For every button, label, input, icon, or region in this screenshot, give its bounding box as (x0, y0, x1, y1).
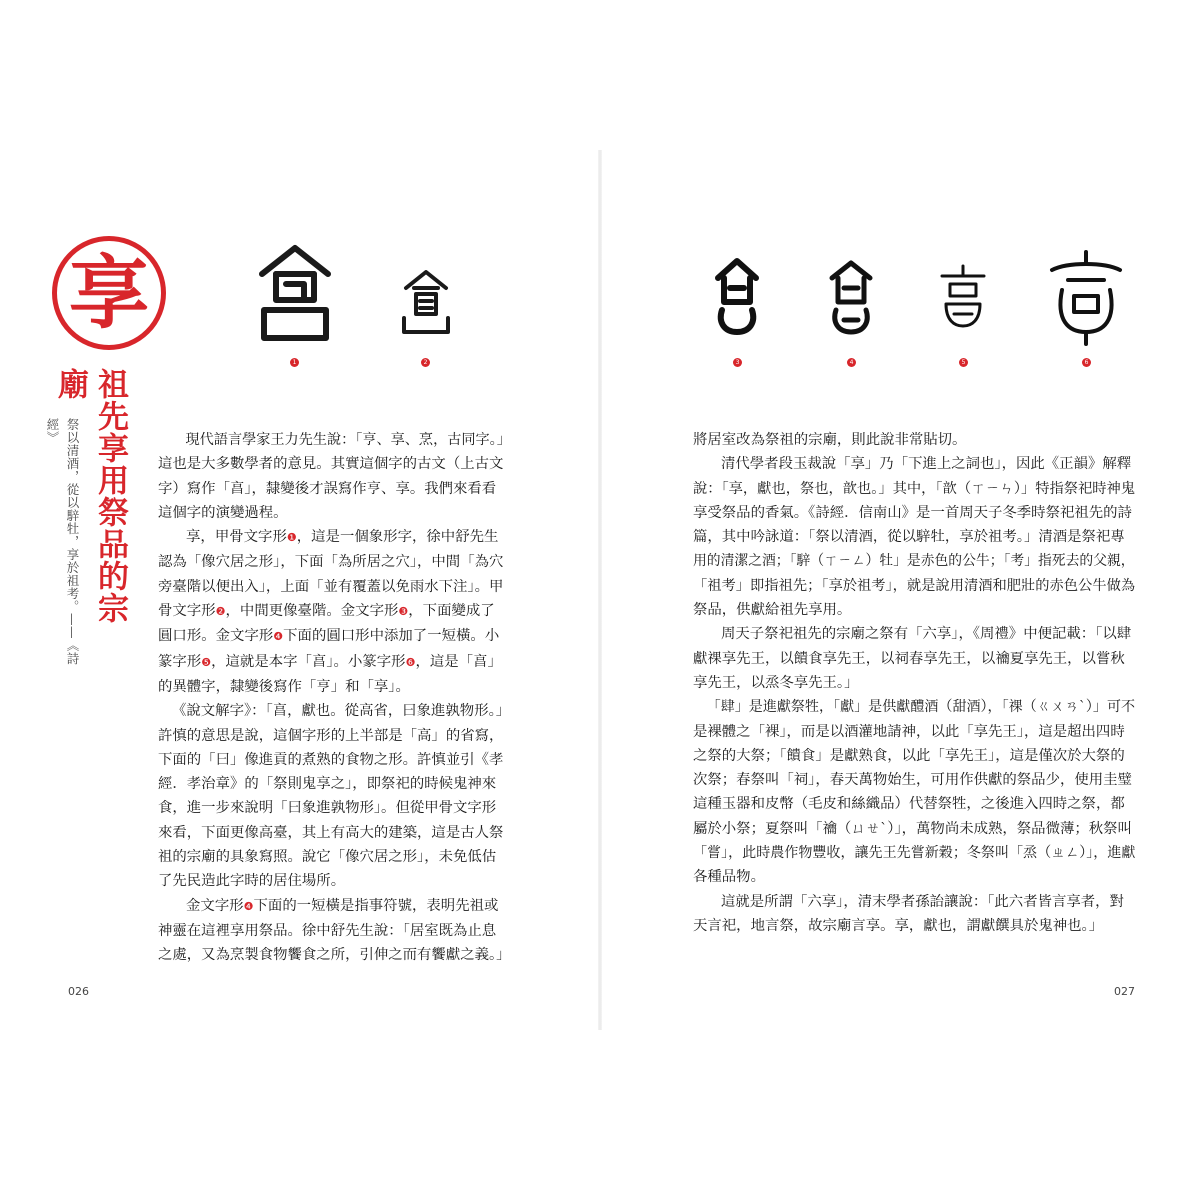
glyph-reference-marker: ❹ (243, 899, 254, 913)
text-line: 這就是所謂「六享」，清末學者孫詒讓說：「此六者皆言享者，對 (721, 893, 1124, 910)
right-page-number: 027 (1114, 985, 1135, 998)
text-line: 「肆」是進獻祭牲，「獻」是供獻醴酒（甜酒），「祼（ㄍㄨㄢˋ）」可不 (706, 699, 1136, 716)
glyph-reference-marker: ❹ (273, 630, 284, 644)
text-line: 圓口形。金文字形❹下面的圓口形中添加了一短橫。小 (158, 628, 500, 645)
glyph-reference-marker: ❷ (215, 605, 226, 619)
seal-script-glyph-6 (1048, 250, 1124, 346)
text-line: 現代語言學家王力先生說：「亨、享、烹，古同字。」 (185, 432, 511, 448)
text-line: 下面的「曰」像進貢的煮熟的食物之形。許慎並引《孝 (158, 751, 504, 768)
oracle-bone-glyph-1 (258, 244, 332, 340)
glyph-marker-4: 4 (847, 358, 856, 367)
text-line: 天言祀，地言祭，故宗廟言享。享，獻也，謂獻饌具於鬼神也。」 (693, 917, 1104, 934)
text-line: 用的清潔之酒；「騂（ㄒㄧㄥ）牡」是赤色的公牛；「考」指死去的父親， (693, 553, 1135, 570)
text-line: 各種品物。 (693, 869, 765, 886)
glyph-reference-marker: ❶ (286, 531, 297, 545)
seal-script-glyph-5 (938, 264, 988, 328)
glyph-marker-6: 6 (1082, 358, 1091, 367)
glyph-reference-marker: ❺ (201, 655, 212, 669)
text-line: 骨文字形❷，中間更像臺階。金文字形❸，下面變成了 (158, 603, 495, 620)
text-line: 認為「像穴居之形」，下面「為所居之穴」，中間「為穴 (158, 554, 504, 571)
text-line: 神靈在這裡享用祭品。徐中舒先生說：「居室既為止息 (158, 922, 497, 939)
text-line: 之祭的大祭；「饋食」是獻熟食，以此「享先王」，這是僅次於大祭的 (693, 747, 1125, 764)
text-line: 篇，其中吟詠道：「祭以清酒，從以騂牡，享於祖考。」清酒是祭祀專 (693, 529, 1125, 546)
right-page-body (693, 428, 1135, 938)
glyph-marker-5: 5 (959, 358, 968, 367)
text-line: 獻祼享先王，以饋食享先王，以祠春享先王，以禴夏享先王，以嘗秋 (693, 650, 1125, 667)
text-line: 旁臺階以便出入」，上面「並有覆蓋以免雨水下注」。甲 (158, 578, 504, 595)
text-line: 祭品，供獻給祖先享用。 (693, 602, 852, 619)
text-line: 享受祭品的香氣。《詩經．信南山》是一首周天子冬季時祭祀祖先的詩 (693, 504, 1132, 521)
text-line: 清代學者段玉裁說「享」乃「下進上之詞也」，因此《正韻》解釋 (721, 456, 1132, 473)
seal-character: 享 (69, 246, 149, 340)
bronze-glyph-3 (714, 258, 760, 334)
text-line: 「祖考」即指祖先；「享於祖考」，就是說用清酒和肥壯的赤色公牛做為 (693, 577, 1136, 594)
text-line: 次祭；春祭叫「祠」，春天萬物始生，可用作供獻的祭品少，使用圭璧 (693, 772, 1132, 789)
text-line: 享，甲骨文字形❶，這是一個象形字，徐中舒先生 (186, 529, 499, 546)
glyph-marker-2: 2 (421, 358, 430, 367)
text-line: 屬於小祭；夏祭叫「禴（ㄩㄝˋ）」，萬物尚未成熟，祭品微薄；秋祭叫 (693, 820, 1132, 837)
glyph-marker-1: 1 (290, 358, 299, 367)
left-page-number: 026 (68, 985, 89, 998)
left-page-body (158, 428, 511, 968)
chapter-title: 祖先享用祭品的宗廟 (52, 368, 128, 624)
glyph-reference-marker: ❸ (398, 605, 409, 619)
text-line: 祖的宗廟的具象寫照。說它「像穴居之形」，未免低估 (158, 849, 497, 866)
text-line: 經．孝治章》的「祭則鬼享之」，即祭祀的時候鬼神來 (158, 776, 497, 793)
text-line: 這也是大多數學者的意見。其實這個字的古文（上古文 (158, 456, 504, 473)
text-line: 篆字形❺，這就是本字「亯」。小篆字形❻，這是「亯」 (158, 653, 502, 670)
text-line: 周天子祭祀祖先的宗廟之祭有「六享」，《周禮》中便記載：「以肆 (721, 626, 1132, 643)
glyph-marker-3: 3 (733, 358, 742, 367)
text-line: 這個字的演變過程。 (158, 504, 288, 521)
text-line: 說：「享，獻也，祭也，歆也。」其中，「歆（ㄒㄧㄣ）」特指祭祀時神鬼 (693, 480, 1136, 497)
text-line: 《說文解字》：「亯，獻也。從高省，曰象進孰物形。」 (172, 703, 511, 720)
text-line: 金文字形❹下面的一短橫是指事符號，表明先祖或 (186, 897, 499, 914)
chapter-quote: 祭以清酒，從以騂牡，享於祖考。——《詩經》 (45, 418, 80, 665)
text-line: 這種玉器和皮幣（毛皮和絲織品）代替祭牲，之後進入四時之祭，都 (693, 796, 1125, 813)
text-line: 將居室改為祭祖的宗廟，則此說非常貼切。 (693, 432, 967, 448)
text-line: 食，進一步來說明「曰象進孰物形」。但從甲骨文字形 (158, 800, 497, 817)
character-seal (52, 236, 166, 350)
text-line: 「嘗」，此時農作物豐收，讓先王先嘗新穀；冬祭叫「烝（ㄓㄥ）」，進獻 (693, 845, 1136, 862)
page-gutter (598, 150, 602, 1030)
text-line: 的異體字，隸變後寫作「亨」和「享」。 (158, 678, 410, 695)
oracle-bone-glyph-2 (400, 270, 452, 334)
text-line: 了先民造此字時的居住場所。 (158, 873, 346, 890)
bronze-glyph-4 (828, 260, 874, 334)
text-line: 是裸體之「裸」，而是以酒灌地請神，以此「享先王」，這是超出四時 (693, 723, 1125, 740)
glyph-reference-marker: ❻ (405, 655, 416, 669)
text-line: 來看，下面更像高臺，其上有高大的建築，這是古人祭 (158, 824, 504, 841)
text-line: 之處，又為烹製食物饗食之所，引伸之而有饗獻之義。」 (158, 947, 511, 964)
text-line: 許慎的意思是說，這個字形的上半部是「高」的省寫， (158, 727, 504, 744)
text-line: 字）寫作「亯」，隸變後才誤寫作亨、享。我們來看看 (158, 480, 497, 497)
text-line: 享先王，以烝冬享先王。」 (693, 674, 859, 691)
